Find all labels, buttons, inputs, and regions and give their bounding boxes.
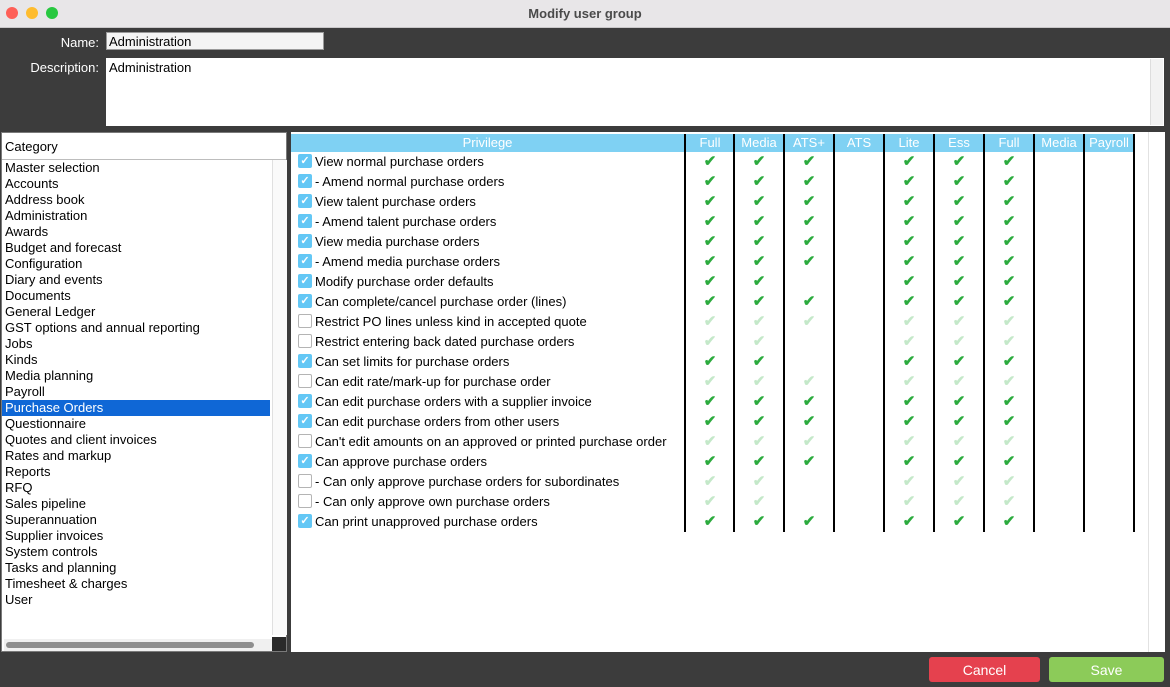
category-vertical-scrollbar[interactable] xyxy=(272,160,287,635)
tick-icon: ✔ xyxy=(952,373,966,390)
checkmark-icon: ✓ xyxy=(300,275,310,287)
tick-icon: ✔ xyxy=(703,393,717,410)
tick-icon: ✔ xyxy=(703,313,717,330)
privilege-checkbox[interactable] xyxy=(298,474,312,488)
tick-icon: ✔ xyxy=(952,173,966,190)
tick-icon: ✔ xyxy=(952,473,966,490)
category-item[interactable]: Purchase Orders xyxy=(2,400,270,416)
privilege-label: Can approve purchase orders xyxy=(315,454,487,469)
license-column-header: ATS xyxy=(835,134,883,152)
privilege-label: Can't edit amounts on an approved or printed purchase order xyxy=(315,434,667,449)
tick-icon: ✔ xyxy=(752,313,766,330)
category-item[interactable]: Documents xyxy=(5,288,71,303)
tick-icon: ✔ xyxy=(1002,273,1016,290)
privilege-label: Modify purchase order defaults xyxy=(315,274,494,289)
tick-icon: ✔ xyxy=(952,193,966,210)
license-column-header: Lite xyxy=(885,134,933,152)
tick-icon: ✔ xyxy=(952,393,966,410)
tick-icon: ✔ xyxy=(703,513,717,530)
tick-icon: ✔ xyxy=(752,373,766,390)
tick-icon: ✔ xyxy=(952,213,966,230)
tick-icon: ✔ xyxy=(952,413,966,430)
checkmark-icon: ✓ xyxy=(300,295,310,307)
privilege-checkbox[interactable] xyxy=(298,414,312,428)
category-item[interactable]: Jobs xyxy=(5,336,33,351)
privilege-checkbox[interactable] xyxy=(298,434,312,448)
privilege-row xyxy=(291,312,1136,332)
tick-icon: ✔ xyxy=(952,293,966,310)
tick-icon: ✔ xyxy=(1002,393,1016,410)
tick-icon: ✔ xyxy=(752,453,766,470)
privilege-scrollbar[interactable] xyxy=(1148,132,1165,652)
tick-icon: ✔ xyxy=(703,353,717,370)
privilege-checkbox[interactable] xyxy=(298,354,312,368)
tick-icon: ✔ xyxy=(902,353,916,370)
tick-icon: ✔ xyxy=(1002,313,1016,330)
tick-icon: ✔ xyxy=(902,313,916,330)
category-item[interactable]: General Ledger xyxy=(5,304,96,319)
tick-icon: ✔ xyxy=(1002,373,1016,390)
tick-icon: ✔ xyxy=(802,373,816,390)
category-horizontal-scrollbar[interactable] xyxy=(4,639,272,651)
tick-icon: ✔ xyxy=(1002,453,1016,470)
tick-icon: ✔ xyxy=(1002,193,1016,210)
privilege-row xyxy=(291,452,1136,472)
column-divider xyxy=(684,134,686,532)
category-item[interactable]: Diary and events xyxy=(5,272,103,287)
tick-icon: ✔ xyxy=(703,473,717,490)
tick-icon: ✔ xyxy=(1002,513,1016,530)
privilege-label: View normal purchase orders xyxy=(315,154,484,169)
tick-icon: ✔ xyxy=(1002,293,1016,310)
privilege-row xyxy=(291,492,1136,512)
license-column-header: Full xyxy=(985,134,1033,152)
tick-icon: ✔ xyxy=(952,453,966,470)
description-label: Description: xyxy=(30,60,99,75)
category-item[interactable]: Quotes and client invoices xyxy=(5,432,157,447)
description-input[interactable]: Administration xyxy=(106,58,1164,126)
tick-icon: ✔ xyxy=(1002,493,1016,510)
privilege-label: - Amend normal purchase orders xyxy=(315,174,505,189)
tick-icon: ✔ xyxy=(752,413,766,430)
category-list xyxy=(2,160,270,608)
tick-icon: ✔ xyxy=(802,153,816,170)
category-item[interactable]: Tasks and planning xyxy=(5,560,117,575)
tick-icon: ✔ xyxy=(752,353,766,370)
privilege-label: View talent purchase orders xyxy=(315,194,476,209)
tick-icon: ✔ xyxy=(1002,233,1016,250)
tick-icon: ✔ xyxy=(1002,433,1016,450)
privilege-checkbox[interactable] xyxy=(298,294,312,308)
privilege-row xyxy=(291,192,1136,212)
license-column-header: Ess xyxy=(935,134,983,152)
privilege-row xyxy=(291,272,1136,292)
column-divider xyxy=(883,134,885,532)
tick-icon: ✔ xyxy=(1002,153,1016,170)
tick-icon: ✔ xyxy=(703,453,717,470)
privilege-row xyxy=(291,292,1136,312)
title-bar xyxy=(0,0,1170,28)
tick-icon: ✔ xyxy=(952,273,966,290)
tick-icon: ✔ xyxy=(1002,213,1016,230)
category-item[interactable]: Master selection xyxy=(5,160,100,175)
tick-icon: ✔ xyxy=(703,213,717,230)
category-item[interactable]: Media planning xyxy=(5,368,94,383)
scrollbar-thumb[interactable] xyxy=(6,642,254,648)
tick-icon: ✔ xyxy=(802,393,816,410)
category-item[interactable]: Budget and forecast xyxy=(5,240,122,255)
column-divider xyxy=(1083,134,1085,532)
tick-icon: ✔ xyxy=(902,213,916,230)
category-item[interactable]: System controls xyxy=(5,544,98,559)
category-item[interactable]: Administration xyxy=(5,208,88,223)
tick-icon: ✔ xyxy=(703,253,717,270)
tick-icon: ✔ xyxy=(902,153,916,170)
tick-icon: ✔ xyxy=(902,193,916,210)
tick-icon: ✔ xyxy=(802,413,816,430)
tick-icon: ✔ xyxy=(703,233,717,250)
tick-icon: ✔ xyxy=(902,253,916,270)
tick-icon: ✔ xyxy=(802,433,816,450)
category-item[interactable]: Awards xyxy=(5,224,49,239)
column-divider xyxy=(783,134,785,532)
privilege-row xyxy=(291,212,1136,232)
tick-icon: ✔ xyxy=(752,473,766,490)
tick-icon: ✔ xyxy=(1002,333,1016,350)
privilege-checkbox[interactable] xyxy=(298,174,312,188)
category-item[interactable]: Superannuation xyxy=(5,512,97,527)
category-item[interactable]: RFQ xyxy=(5,480,33,495)
checkmark-icon: ✓ xyxy=(300,235,310,247)
checkmark-icon: ✓ xyxy=(300,195,310,207)
category-item[interactable]: GST options and annual reporting xyxy=(5,320,200,335)
privilege-row xyxy=(291,512,1136,532)
tick-icon: ✔ xyxy=(703,413,717,430)
tick-icon: ✔ xyxy=(902,173,916,190)
privilege-row xyxy=(291,472,1136,492)
tick-icon: ✔ xyxy=(752,193,766,210)
tick-icon: ✔ xyxy=(902,293,916,310)
tick-icon: ✔ xyxy=(802,313,816,330)
checkmark-icon: ✓ xyxy=(300,255,310,267)
privilege-checkbox[interactable] xyxy=(298,154,312,168)
tick-icon: ✔ xyxy=(752,173,766,190)
tick-icon: ✔ xyxy=(703,173,717,190)
license-column-header: ATS+ xyxy=(785,134,833,152)
privilege-checkbox[interactable] xyxy=(298,454,312,468)
privilege-checkbox[interactable] xyxy=(298,234,312,248)
privilege-label: Can complete/cancel purchase order (lines) xyxy=(315,294,567,309)
checkmark-icon: ✓ xyxy=(300,395,310,407)
tick-icon: ✔ xyxy=(802,173,816,190)
name-input[interactable]: Administration xyxy=(106,32,324,50)
tick-icon: ✔ xyxy=(752,273,766,290)
tick-icon: ✔ xyxy=(703,433,717,450)
tick-icon: ✔ xyxy=(802,213,816,230)
tick-icon: ✔ xyxy=(703,373,717,390)
tick-icon: ✔ xyxy=(952,493,966,510)
privilege-checkbox[interactable] xyxy=(298,214,312,228)
tick-icon: ✔ xyxy=(802,293,816,310)
column-divider xyxy=(1133,134,1135,532)
privilege-grid xyxy=(291,132,1164,652)
privilege-row xyxy=(291,172,1136,192)
tick-icon: ✔ xyxy=(952,513,966,530)
privilege-label: Restrict entering back dated purchase orders xyxy=(315,334,575,349)
category-item[interactable]: Questionnaire xyxy=(5,416,86,431)
tick-icon: ✔ xyxy=(802,233,816,250)
tick-icon: ✔ xyxy=(703,193,717,210)
column-divider xyxy=(983,134,985,532)
privilege-row xyxy=(291,412,1136,432)
privilege-row xyxy=(291,432,1136,452)
cancel-button[interactable]: Cancel xyxy=(929,657,1040,682)
tick-icon: ✔ xyxy=(952,253,966,270)
privilege-label: Can edit purchase orders from other users xyxy=(315,414,560,429)
tick-icon: ✔ xyxy=(703,153,717,170)
column-divider xyxy=(833,134,835,532)
privilege-label: - Can only approve purchase orders for subordinates xyxy=(315,474,620,489)
tick-icon: ✔ xyxy=(802,453,816,470)
column-divider xyxy=(933,134,935,532)
privilege-checkbox[interactable] xyxy=(298,494,312,508)
column-divider xyxy=(733,134,735,532)
license-column-header: Media xyxy=(735,134,783,152)
tick-icon: ✔ xyxy=(902,513,916,530)
tick-icon: ✔ xyxy=(752,253,766,270)
tick-icon: ✔ xyxy=(902,393,916,410)
category-item[interactable]: Configuration xyxy=(5,256,83,271)
privilege-label: Can set limits for purchase orders xyxy=(315,354,510,369)
category-item[interactable]: User xyxy=(5,592,33,607)
category-item[interactable]: Timesheet & charges xyxy=(5,576,128,591)
tick-icon: ✔ xyxy=(902,333,916,350)
tick-icon: ✔ xyxy=(752,233,766,250)
tick-icon: ✔ xyxy=(902,233,916,250)
window-title: Modify user group xyxy=(528,6,642,21)
category-item[interactable]: Reports xyxy=(5,464,51,479)
category-item[interactable]: Sales pipeline xyxy=(5,496,86,511)
privilege-label: Restrict PO lines unless kind in accepted quote xyxy=(315,314,587,329)
tick-icon: ✔ xyxy=(952,433,966,450)
tick-icon: ✔ xyxy=(703,293,717,310)
checkmark-icon: ✓ xyxy=(300,515,310,527)
privilege-checkbox[interactable] xyxy=(298,314,312,328)
privilege-row xyxy=(291,152,1136,172)
tick-icon: ✔ xyxy=(952,153,966,170)
privilege-checkbox[interactable] xyxy=(298,514,312,528)
tick-icon: ✔ xyxy=(752,393,766,410)
category-item[interactable]: Kinds xyxy=(5,352,38,367)
tick-icon: ✔ xyxy=(752,433,766,450)
tick-icon: ✔ xyxy=(902,473,916,490)
privilege-checkbox[interactable] xyxy=(298,394,312,408)
group-form xyxy=(0,28,1170,128)
checkmark-icon: ✓ xyxy=(300,175,310,187)
category-item[interactable]: Payroll xyxy=(5,384,45,399)
tick-icon: ✔ xyxy=(1002,253,1016,270)
scrollbar-corner xyxy=(272,637,286,651)
tick-icon: ✔ xyxy=(902,373,916,390)
checkmark-icon: ✓ xyxy=(300,455,310,467)
name-label: Name: xyxy=(60,35,99,50)
privilege-label: Can edit purchase orders with a supplier invoice xyxy=(315,394,592,409)
checkmark-icon: ✓ xyxy=(300,215,310,227)
tick-icon: ✔ xyxy=(1002,473,1016,490)
license-column-header: Media xyxy=(1035,134,1083,152)
tick-icon: ✔ xyxy=(1002,173,1016,190)
license-column-header: Payroll xyxy=(1085,134,1133,152)
tick-icon: ✔ xyxy=(902,433,916,450)
category-panel xyxy=(1,132,287,652)
privilege-column-header: Privilege xyxy=(291,134,684,152)
category-item[interactable]: Address book xyxy=(5,192,85,207)
privilege-checkbox[interactable] xyxy=(298,274,312,288)
privilege-checkbox[interactable] xyxy=(298,194,312,208)
tick-icon: ✔ xyxy=(752,333,766,350)
description-scrollbar[interactable] xyxy=(1150,59,1163,125)
tick-icon: ✔ xyxy=(902,453,916,470)
privilege-checkbox[interactable] xyxy=(298,374,312,388)
privilege-label: Can edit rate/mark-up for purchase order xyxy=(315,374,551,389)
privilege-row xyxy=(291,352,1136,372)
tick-icon: ✔ xyxy=(902,413,916,430)
privilege-label: - Can only approve own purchase orders xyxy=(315,494,550,509)
privilege-label: View media purchase orders xyxy=(315,234,480,249)
tick-icon: ✔ xyxy=(703,333,717,350)
column-divider xyxy=(1033,134,1035,532)
tick-icon: ✔ xyxy=(752,513,766,530)
tick-icon: ✔ xyxy=(802,193,816,210)
privilege-checkbox[interactable] xyxy=(298,254,312,268)
tick-icon: ✔ xyxy=(752,293,766,310)
privilege-row xyxy=(291,372,1136,392)
category-item[interactable]: Rates and markup xyxy=(5,448,112,463)
tick-icon: ✔ xyxy=(1002,353,1016,370)
tick-icon: ✔ xyxy=(802,253,816,270)
checkmark-icon: ✓ xyxy=(300,155,310,167)
license-column-header: Full xyxy=(686,134,734,152)
tick-icon: ✔ xyxy=(703,273,717,290)
privilege-label: - Amend media purchase orders xyxy=(315,254,500,269)
save-button[interactable]: Save xyxy=(1049,657,1164,682)
tick-icon: ✔ xyxy=(752,213,766,230)
tick-icon: ✔ xyxy=(902,493,916,510)
privilege-row xyxy=(291,232,1136,252)
privilege-row xyxy=(291,332,1136,352)
privilege-label: Can print unapproved purchase orders xyxy=(315,514,538,529)
tick-icon: ✔ xyxy=(902,273,916,290)
tick-icon: ✔ xyxy=(752,153,766,170)
tick-icon: ✔ xyxy=(752,493,766,510)
tick-icon: ✔ xyxy=(952,333,966,350)
category-item[interactable]: Supplier invoices xyxy=(5,528,104,543)
privilege-checkbox[interactable] xyxy=(298,334,312,348)
tick-icon: ✔ xyxy=(703,493,717,510)
checkmark-icon: ✓ xyxy=(300,415,310,427)
privilege-row xyxy=(291,252,1136,272)
checkmark-icon: ✓ xyxy=(300,355,310,367)
category-item[interactable]: Accounts xyxy=(5,176,59,191)
category-header: Category xyxy=(2,133,286,160)
privilege-row xyxy=(291,392,1136,412)
tick-icon: ✔ xyxy=(952,233,966,250)
tick-icon: ✔ xyxy=(952,313,966,330)
tick-icon: ✔ xyxy=(802,513,816,530)
privilege-label: - Amend talent purchase orders xyxy=(315,214,497,229)
tick-icon: ✔ xyxy=(952,353,966,370)
tick-icon: ✔ xyxy=(1002,413,1016,430)
